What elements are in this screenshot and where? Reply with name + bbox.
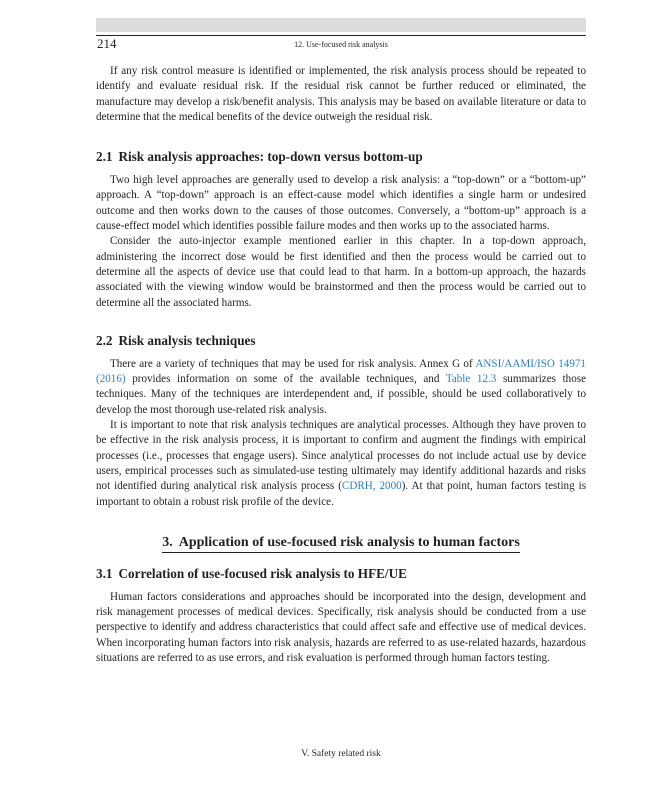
section-title: Correlation of use-focused risk analysis to HFE/UE bbox=[118, 565, 407, 581]
section-2-2-paragraph-1 bbox=[96, 357, 586, 418]
section-title: Risk analysis techniques bbox=[118, 332, 256, 348]
paragraph-text: ). At that point, human factors testing is important to obtain a robust risk profile of the device. bbox=[96, 480, 587, 508]
table-12-3-link[interactable]: Table 12.3 bbox=[445, 373, 497, 386]
page-number: 214 bbox=[97, 36, 117, 51]
paragraph-text: summarizes those techniques. Many of the techniques are interdependent and, if possible, should be used collaboratively to develop the most thorough use-related risk analysis. bbox=[96, 373, 587, 416]
section-3-1-paragraph-1: Human factors considerations and approaches should be incorporated into the design, development and risk management processes of medical devices. Specifically, risk analysis should be conducted from a use perspective to identify and address characteristics that could affect safe and effective use of medical devices. When incorporating human factors into risk analysis, hazards are referred to as use-related hazards, hazardous situations are referred to as use errors, and risk evaluation is performed through human factors testing. bbox=[96, 590, 586, 665]
paragraph-text: It is important to note that risk analysis techniques are analytical processes. Although they have proven to be effective in the risk analysis process, it is important to confirm and augment the findings with empirical processes (i.e., processes that engage users). Since analytical processes do not include actual use by device users, empirical processes such as simulated-use testing ultimately may identify additional hazards and risks not identified during analytical risk analysis process ( bbox=[96, 419, 586, 493]
section-2-1-heading bbox=[96, 149, 586, 165]
chapter-3-heading bbox=[96, 534, 586, 552]
chapter-number: 3. bbox=[162, 534, 173, 550]
citation-link-cdrh[interactable]: CDRH, 2000 bbox=[341, 480, 402, 493]
chapter-title-underlined bbox=[162, 535, 520, 553]
chapter-title: Application of use-focused risk analysis to human factors bbox=[178, 534, 520, 550]
section-2-1-paragraph-1: Two high level approaches are generally used to develop a risk analysis: a “top-down” or a “bottom-up” approach. A “top-down” approach is an effect-cause model which identifies a single harm or undesired outcome and then works down to the causes of those outcomes. Conversely, a “bottom-up” approach is a cause-effect model which identifies possible failure modes and then works up to the associated harms. bbox=[96, 174, 586, 233]
section-title: Risk analysis approaches: top-down versus bottom-up bbox=[118, 149, 423, 165]
section-2-2-heading bbox=[96, 333, 586, 349]
header-rule bbox=[96, 35, 586, 36]
running-head: 12. Use-focused risk analysis bbox=[294, 40, 388, 49]
section-2-2-paragraph-2 bbox=[96, 418, 586, 510]
paragraph-text: provides information on some of the available techniques, and bbox=[125, 373, 446, 386]
section-3-1-heading bbox=[96, 566, 586, 582]
citation-link-ansi-aami-iso[interactable]: ANSI/AAMI/ISO 14971 (2016) bbox=[96, 357, 586, 386]
section-number: 2.2 bbox=[96, 332, 113, 348]
header-bar bbox=[96, 18, 586, 32]
intro-paragraph: If any risk control measure is identified or implemented, the risk analysis process should be repeated to identify and evaluate residual risk. If the residual risk cannot be further reduced or eliminated, the manufacture may develop a risk/benefit analysis. This analysis may be based on available literature or data to determine that the medical benefits of the device outweigh the residual risk. bbox=[96, 65, 586, 123]
paragraph-text: There are a variety of techniques that may be used for risk analysis. Annex G of bbox=[110, 357, 476, 370]
footer-part-title: V. Safety related risk bbox=[301, 749, 381, 759]
page-body bbox=[96, 64, 586, 666]
section-number: 3.1 bbox=[96, 565, 113, 581]
section-number: 2.1 bbox=[96, 149, 113, 165]
section-2-1-paragraph-2: Consider the auto-injector example mentioned earlier in this chapter. In a top-down approach, administering the incorrect dose would be first identified and then the process would be carried out to determine all the aspects of device use that could lead to that harm. In a bottom-up approach, the hazards associated with the viewing window would be brainstormed and then the process would be carried out to determine all the associated harms. bbox=[96, 235, 586, 309]
